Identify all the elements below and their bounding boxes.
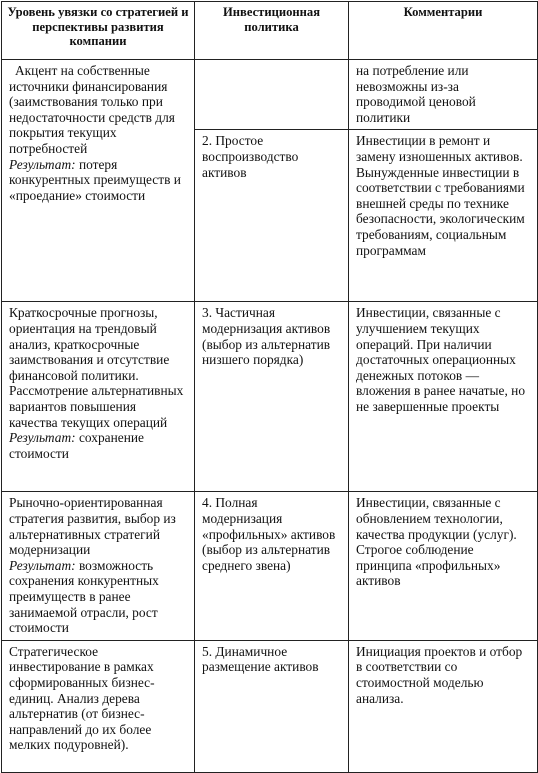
strategy-text: Краткосрочные прогнозы, ориентация на трендовый анализ, краткосрочные заимствования и отсутствие финансовой политики. Рассмотрение альтернативных вариантов повышения качества текущих операций: [9, 305, 184, 430]
table-row: [2, 60, 538, 130]
strategy-cell: [2, 492, 195, 640]
comment-cell: Инициация проектов и отбор в соответствии со стоимостной моделью анализа.: [349, 640, 538, 772]
strategy-text: Стратегическое инвестирование в рамках сформированных бизнес-единиц. Анализ дерева альтернатив (от бизнес-направлений до их более мелких подуровней).: [9, 643, 155, 753]
result-label: Результат:: [9, 156, 76, 172]
strategy-text: Акцент на собственные источники финансирования (заимствования только при недостаточности средств для покрытия текущих потребностей: [9, 63, 175, 156]
comment-cell: Инвестиции, связанные с улучшением текущих операций. При наличии достаточных операционных денежных потоков — вложения в ранее начатые, но не завершенные проекты: [349, 302, 538, 492]
result-label: Результат:: [9, 430, 76, 446]
table-header-row: [2, 2, 538, 60]
table-row: [2, 640, 538, 772]
strategy-table: [1, 1, 538, 773]
result-line: [9, 157, 187, 204]
strategy-text: Рыночно-ориентированная стратегия развития, выбор из альтернативных стратегий модернизации: [9, 495, 176, 558]
strategy-cell: [2, 60, 195, 302]
policy-cell: 4. Полная модернизация «профильных» активов (выбор из альтернатив среднего звена): [195, 492, 349, 640]
result-text: возможность сохранения конкурентных преимуществ в ранее занимаемой отрасли, рост стоимости: [9, 557, 159, 636]
strategy-cell: [2, 640, 195, 772]
header-investment-policy: Инвестиционная политика: [195, 2, 349, 60]
result-text: сохранение стоимости: [9, 430, 144, 461]
comment-cell: на потребление или невозможны из-за проводимой ценовой политики: [349, 60, 538, 130]
table-row: [2, 492, 538, 640]
policy-cell: [195, 60, 349, 130]
result-label: Результат:: [9, 557, 76, 573]
table-row: [2, 302, 538, 492]
result-line: [9, 558, 187, 636]
result-line: [9, 430, 187, 461]
policy-cell: 2. Простое воспроизводство активов: [195, 130, 349, 302]
result-text: потеря конкурентных преимуществ и «проедание» стоимости: [9, 156, 181, 203]
comment-cell: Инвестиции в ремонт и замену изношенных активов. Вынужденные инвестиции в соответствии с требованиями внешней среды по технике безопасности, экологическим требованиям, социальным программам: [349, 130, 538, 302]
comment-cell: Инвестиции, связанные с обновлением технологии, качества продукции (услуг). Строгое соблюдение принципа «профильных» активов: [349, 492, 538, 640]
header-strategy-level: Уровень увязки со стратегией и перспективы развития компании: [2, 2, 195, 60]
strategy-cell: [2, 302, 195, 492]
policy-cell: 5. Динамичное размещение активов: [195, 640, 349, 772]
policy-cell: 3. Частичная модернизация активов (выбор из альтернатив низшего порядка): [195, 302, 349, 492]
header-comments: Комментарии: [349, 2, 538, 60]
